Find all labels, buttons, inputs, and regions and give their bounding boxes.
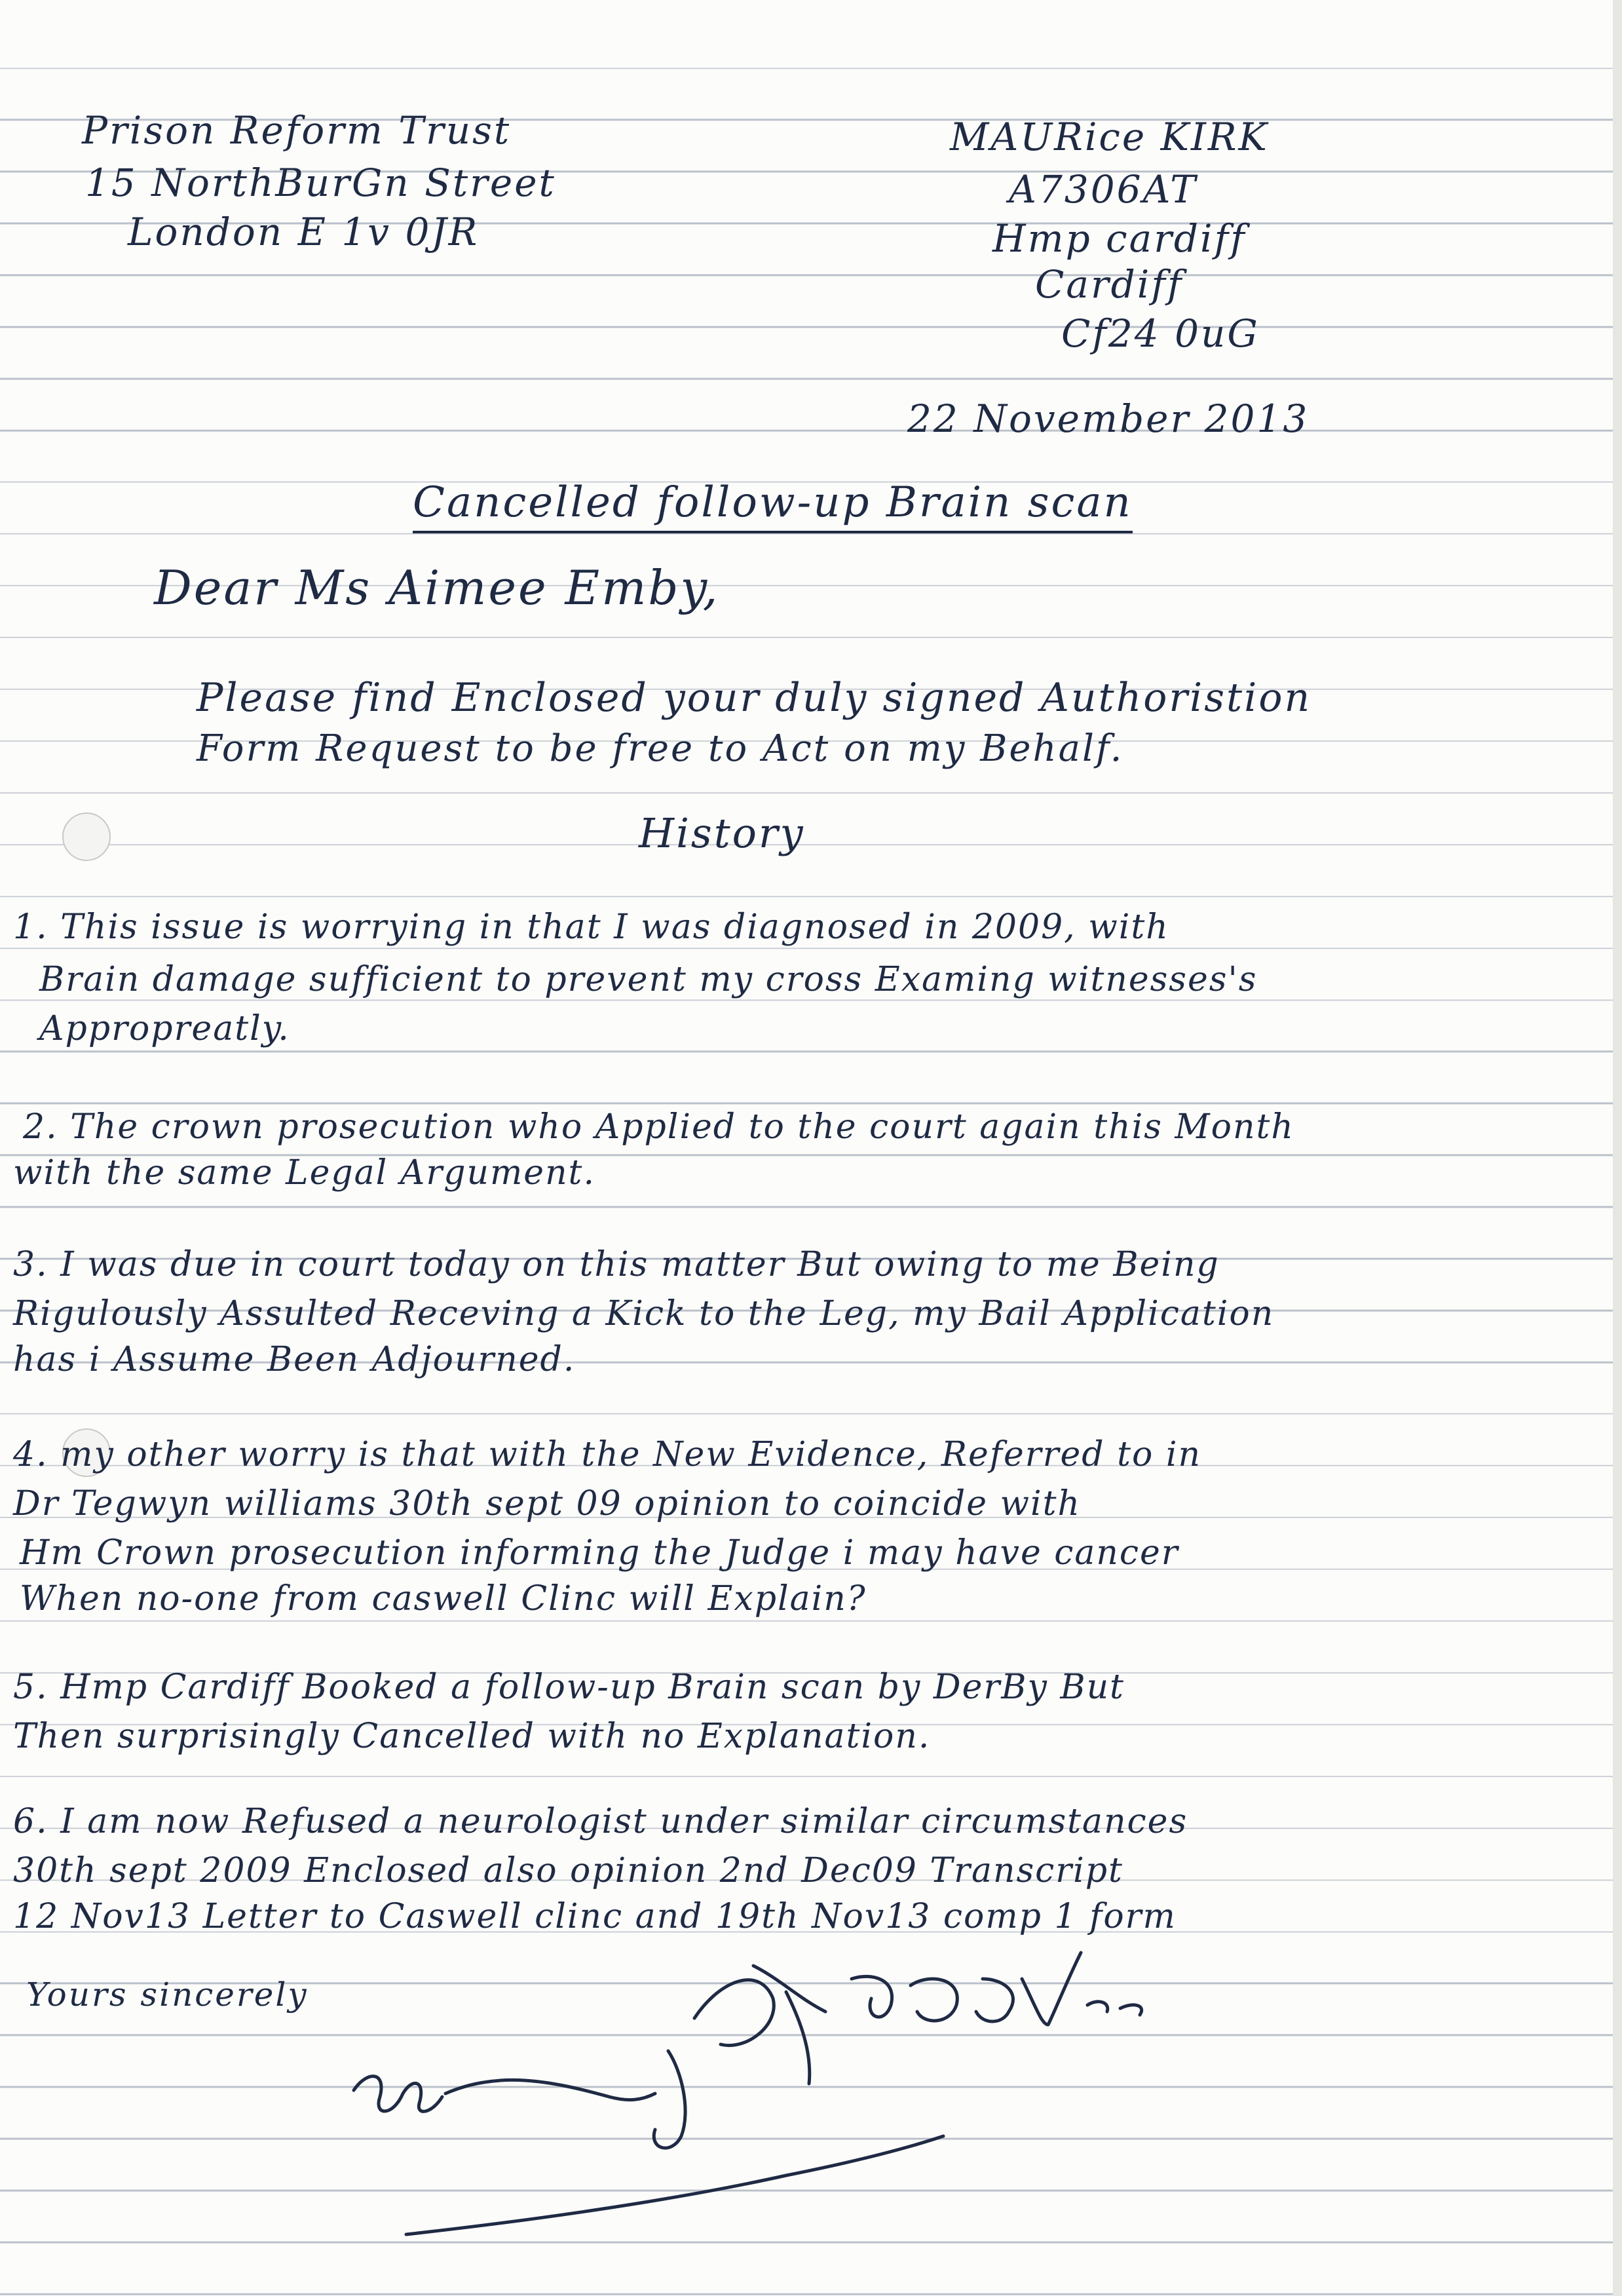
point-line: with the same Legal Argument. [13, 1153, 595, 1193]
point-line: 3. I was due in court today on this matter But owing to me Being [13, 1245, 1220, 1284]
sender-line: Prison Reform Trust [82, 108, 512, 153]
punch-hole [62, 813, 111, 861]
point-line: Brain damage sufficient to prevent my cross Examing witnesses's [39, 960, 1258, 999]
point-line: 6. I am now Refused a neurologist under similar circumstances [13, 1802, 1188, 1841]
point-line: has i Assume Been Adjourned. [13, 1340, 576, 1379]
history-heading: History [639, 809, 805, 857]
intro-line: Form Request to be free to Act on my Behalf. [197, 727, 1124, 770]
point-line: 30th sept 2009 Enclosed also opinion 2nd Dec09 Transcript [13, 1851, 1123, 1890]
point-line: When no-one from caswell Clinc will Explain? [20, 1579, 867, 1618]
closing: Yours sincerely [26, 1976, 309, 2014]
point-line: 5. Hmp Cardiff Booked a follow-up Brain scan by DerBy But [13, 1668, 1125, 1707]
point-line: Hm Crown prosecution informing the Judge i may have cancer [20, 1533, 1179, 1573]
writer-address-line: Hmp cardiff [992, 216, 1247, 261]
point-line: 2. The crown prosecution who Applied to the court again this Month [23, 1107, 1294, 1147]
point-line: Dr Tegwyn williams 30th sept 09 opinion to coincide with [13, 1484, 1082, 1523]
point-line: Then surprisingly Cancelled with no Explanation. [13, 1717, 931, 1756]
salutation: Dear Ms Aimee Emby, [154, 560, 720, 615]
point-line: 12 Nov13 Letter to Caswell clinc and 19th Nov13 comp 1 form [13, 1897, 1177, 1936]
writer-address-line: Cardiff [1035, 262, 1184, 307]
writer-name: MAURice KIRK [950, 115, 1269, 159]
point-line: 4. my other worry is that with the New Evidence, Referred to in [13, 1435, 1201, 1474]
letter-subject: Cancelled follow-up Brain scan [413, 478, 1133, 533]
writer-prison-number: A7306AT [1009, 167, 1198, 212]
point-line: 1. This issue is worrying in that I was diagnosed in 2009, with [13, 908, 1169, 947]
letter-date: 22 November 2013 [907, 396, 1310, 441]
sender-line: London E 1v 0JR [128, 210, 480, 254]
point-line: Rigulously Assulted Receving a Kick to the Leg, my Bail Application [13, 1294, 1275, 1333]
intro-line: Please find Enclosed your duly signed Authoristion [197, 675, 1312, 721]
handwritten-signature-icon [328, 1940, 1245, 2267]
writer-postcode: Cf24 0uG [1061, 311, 1260, 356]
point-line: Appropreatly. [39, 1009, 290, 1048]
sender-line: 15 NorthBurGn Street [85, 161, 556, 205]
paper-edge [1613, 0, 1622, 2296]
